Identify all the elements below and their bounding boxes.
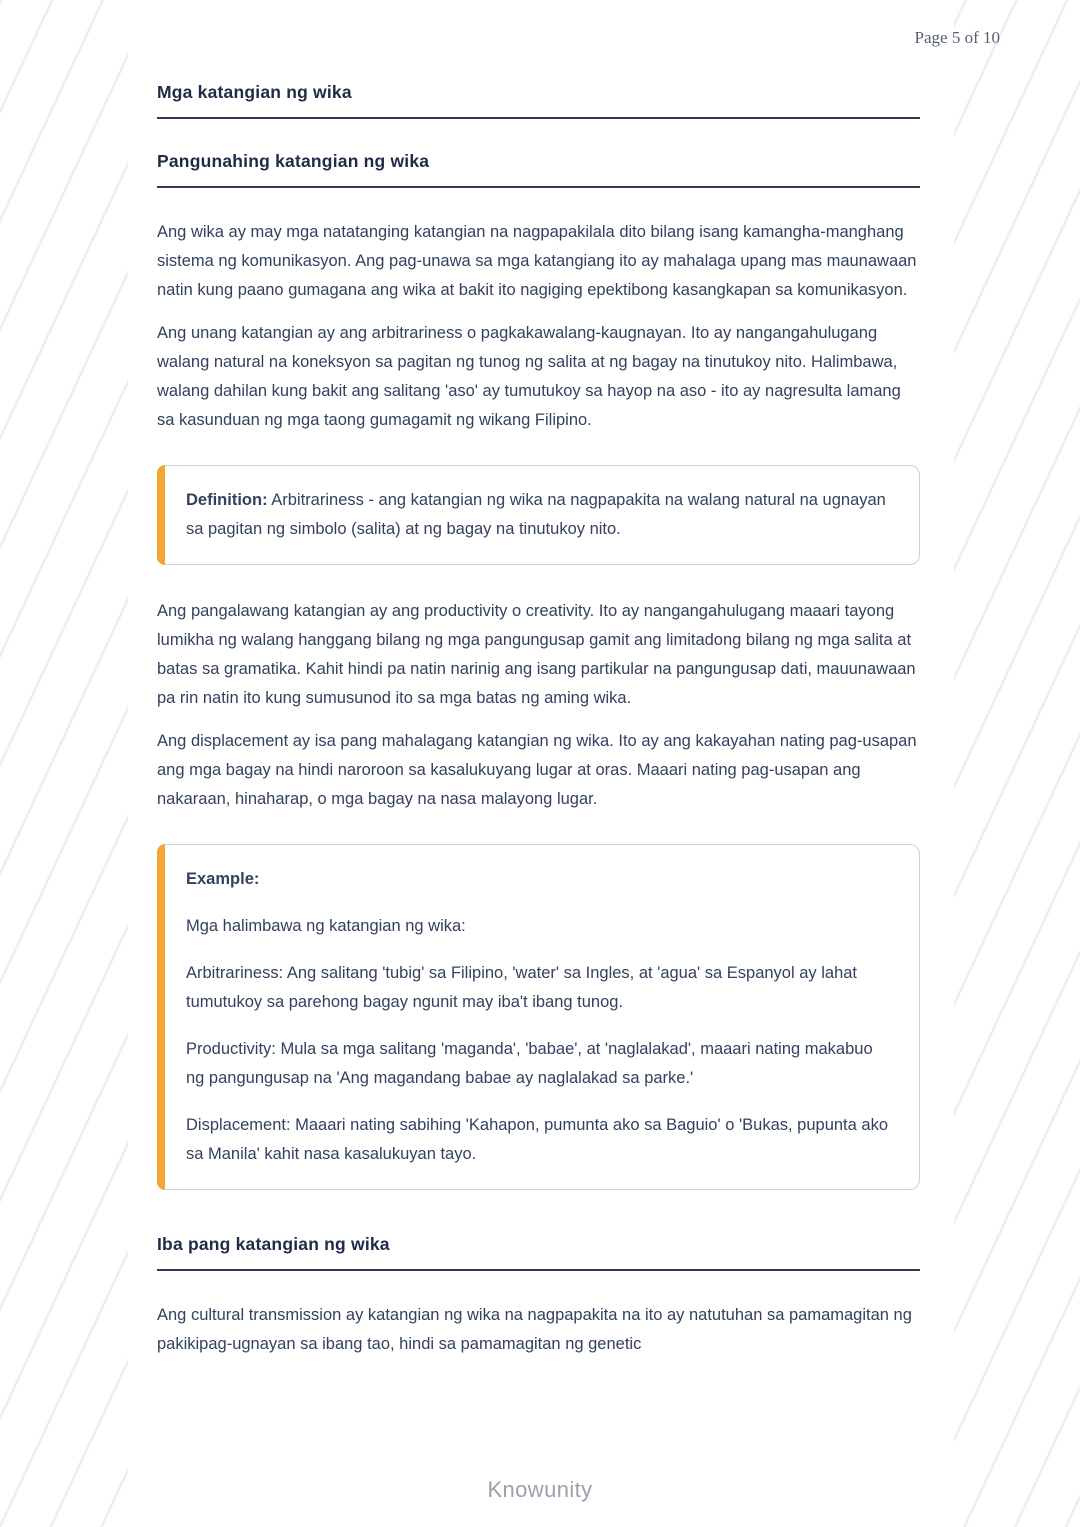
heading-rule (157, 117, 920, 119)
heading-rule (157, 1269, 920, 1271)
paragraph-displacement: Ang displacement ay isa pang mahalagang katangian ng wika. Ito ay ang kakayahan nating pag-usapan ang mga bagay na hindi naroroon sa kasalukuyang lugar at oras. Maaari nating pag-usapan ang nakaraan, hinaharap, o mga bagay na nasa malayong lugar. (157, 732, 917, 808)
callout-accent-bar (157, 465, 165, 565)
heading-rule (157, 186, 920, 188)
paragraph-intro: Ang wika ay may mga natatanging katangian na nagpapakilala dito bilang isang kamangha-manghang sistema ng komunikasyon. Ang pag-unawa sa mga katangiang ito ay mahalaga upang mas maunawaan natin kung paano gumagana ang wika at bakit ito nagiging epektibong kasangkapan sa komunikasyon. (157, 223, 917, 299)
heading-main: Mga katangian ng wika (157, 82, 352, 102)
example-item: Displacement: Maaari nating sabihing 'Kahapon, pumunta ako sa Baguio' o 'Bukas, pupunta ako sa Manila' kahit nasa kasalukuyan tayo. (186, 1116, 888, 1163)
heading-subsection-1: Pangunahing katangian ng wika (157, 151, 430, 171)
paragraph-arbitrariness: Ang unang katangian ay ang arbitrariness o pagkakawalang-kaugnayan. Ito ay nangangahulugang walang natural na koneksyon sa pagitan ng tunog ng salita at ng bagay na tinutukoy nito. Halimbawa, walang dahilan kung bakit ang salitang 'aso' ay tumutukoy sa hayop na aso - ito ay nagresulta lamang sa kasunduan ng mga taong gumagamit ng wikang Filipino. (157, 324, 901, 429)
document-content (157, 0, 920, 1359)
brand-footer: Knowunity (487, 1477, 593, 1502)
definition-box (157, 465, 920, 565)
example-item: Arbitrariness: Ang salitang 'tubig' sa Filipino, 'water' sa Ingles, at 'agua' sa Espanyol ay lahat tumutukoy sa parehong bagay ngunit may iba't ibang tunog. (186, 964, 858, 1011)
example-item: Productivity: Mula sa mga salitang 'maganda', 'babae', at 'naglalakad', maaari nating makabuo ng pangungusap na 'Ang magandang babae ay naglalakad sa parke.' (186, 1040, 873, 1087)
callout-accent-bar (157, 844, 165, 1190)
example-label: Example: (186, 870, 260, 888)
definition-text-block (186, 486, 891, 544)
example-box (157, 844, 920, 1190)
paragraph-cultural-transmission: Ang cultural transmission ay katangian ng wika na nagpapakita na ito ay natutuhan sa pamamagitan ng pakikipag-ugnayan sa ibang tao, hindi sa pamamagitan ng genetic (157, 1306, 912, 1353)
heading-subsection-2: Iba pang katangian ng wika (157, 1234, 390, 1254)
page-number: Page 5 of 10 (914, 28, 1000, 47)
paragraph-productivity: Ang pangalawang katangian ay ang productivity o creativity. Ito ay nangangahulugang maaari tayong lumikha ng walang hanggang bilang ng mga pangungusap gamit ang limitadong bilang ng mga salita at batas sa gramatika. Kahit hindi pa natin narinig ang isang partikular na pangungusap dati, mauunawaan pa rin natin ito kung sumusunod ito sa mga batas ng aming wika. (157, 602, 916, 707)
page-footer (0, 1477, 1080, 1503)
example-item: Mga halimbawa ng katangian ng wika: (186, 917, 466, 935)
definition-label: Definition: (186, 491, 268, 509)
definition-text: Arbitrariness - ang katangian ng wika na nagpapakita na walang natural na ugnayan sa pagitan ng simbolo (salita) at ng bagay na tinutukoy nito. (186, 491, 886, 538)
